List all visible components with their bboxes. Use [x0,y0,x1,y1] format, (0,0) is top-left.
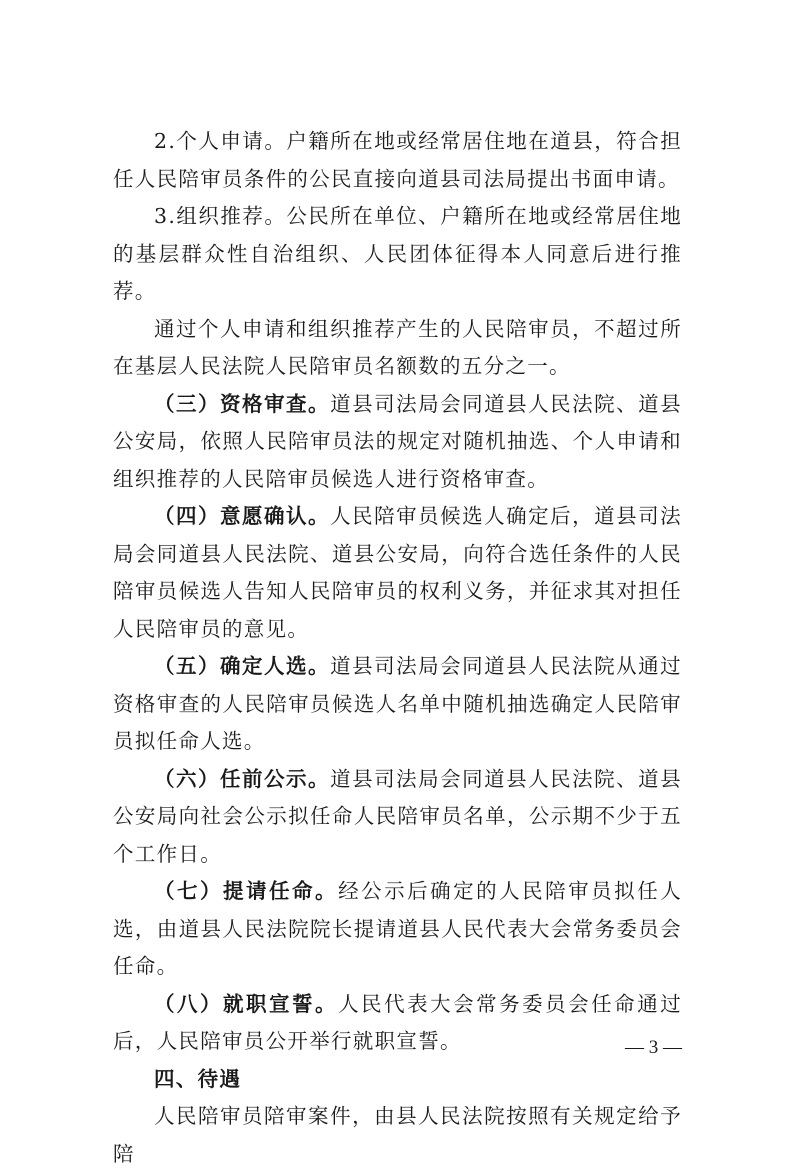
paragraph-text: 人民陪审员候选人确定后，道县司法局会同道县人民法院、道县公安局，向符合选任条件的人民陪审员候选人告知人民陪审员的权利义务，并征求其对担任人民陪审员的意见。 [113,504,682,641]
paragraph-lead: （七）提请任命。 [154,879,339,903]
paragraph-lead: （八）就职宣誓。 [154,991,339,1016]
paragraph-oath [113,986,682,1061]
page-number: — 3 — [625,1037,682,1058]
paragraph-text: 人民代表大会常务委员会任命通过后，人民陪审员公开举行就职宣誓。 [113,991,683,1053]
paragraph-text: 道县司法局会同道县人民法院、道县公安局，依照人民陪审员法的规定对随机抽选、个人申请和组织推荐的人民陪审员候选人进行资格审查。 [113,391,682,491]
paragraph-willingness-confirmation [113,498,682,648]
section-heading-treatment [113,1061,682,1099]
paragraph-candidate-selection [113,648,682,761]
paragraph-personal-application [113,123,682,198]
paragraph-lead: （三）资格审查。 [154,391,331,416]
paragraph-text: 道县司法局会同道县人民法院、道县公安局向社会公示拟任命人民陪审员名单，公示期不少于五个工作日。 [113,766,682,866]
paragraph-lead: （五）确定人选。 [154,654,331,678]
paragraph-text: 经公示后确定的人民陪审员拟任人选，由道县人民法院院长提请道县人民代表大会常务委员会任命。 [113,879,683,978]
paragraph-qualification-review [113,386,682,499]
paragraph-text: 人民陪审员陪审案件，由县人民法院按照有关规定给予陪 [113,1104,682,1166]
paragraph-treatment [113,1098,682,1173]
paragraph-lead: （六）任前公示。 [154,766,331,791]
paragraph-organization-recommendation [113,198,682,311]
paragraph-quota-limit [113,311,682,386]
paragraph-public-notice [113,761,682,874]
paragraph-text: 2.个人申请。户籍所在地或经常居住地在道县，符合担任人民陪审员条件的公民直接向道县司法局提出书面申请。 [113,129,682,191]
paragraph-text: 3.组织推荐。公民所在单位、户籍所在地或经常居住地的基层群众性自治组织、人民团体征得本人同意后进行推荐。 [113,204,682,303]
paragraph-lead: （四）意愿确认。 [154,504,331,528]
paragraph-text: 通过个人申请和组织推荐产生的人民陪审员，不超过所在基层人民法院人民陪审员名额数的五分之一。 [113,316,682,378]
document-body [113,123,682,1173]
section-heading-text: 四、待遇 [154,1066,242,1091]
paragraph-text: 道县司法局会同道县人民法院从通过资格审查的人民陪审员候选人名单中随机抽选确定人民陪审员拟任命人选。 [113,654,682,753]
paragraph-appointment-request [113,873,682,986]
